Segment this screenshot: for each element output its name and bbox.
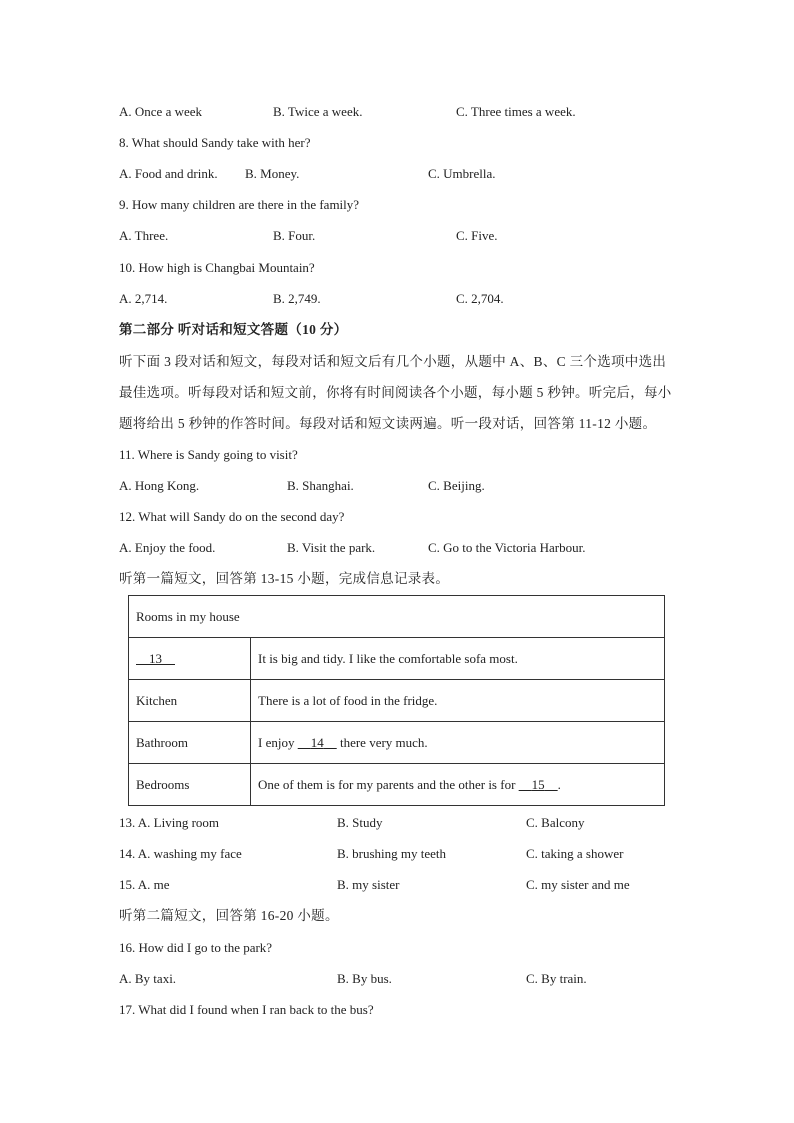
part2-instruction-line-2: 最佳选项。听每段对话和短文前，你将有时间阅读各个小题，每小题 5 秒钟。听完后，每小 bbox=[119, 385, 672, 400]
q16-option-b: B. By bus. bbox=[337, 971, 392, 986]
description-cell: I enjoy 14 there very much. bbox=[251, 722, 665, 764]
q7-option-a: A. Once a week bbox=[119, 104, 203, 119]
table-row bbox=[129, 680, 665, 722]
q16-stem: 16. How did I go to the park? bbox=[119, 940, 273, 955]
answer-blank: 15 bbox=[531, 776, 545, 792]
q12-option-b: B. Visit the park. bbox=[287, 540, 376, 555]
q17-stem: 17. What did I found when I ran back to the bus? bbox=[119, 1002, 374, 1017]
q8-stem: 8. What should Sandy take with her? bbox=[119, 135, 311, 150]
q11-option-c: C. Beijing. bbox=[428, 478, 485, 493]
q9-option-c: C. Five. bbox=[456, 228, 498, 243]
room-cell bbox=[129, 638, 251, 680]
q15-option-c: C. my sister and me bbox=[526, 877, 630, 892]
passage1-intro: 听第一篇短文，回答第 13-15 小题，完成信息记录表。 bbox=[119, 571, 450, 586]
q16-option-a: A. By taxi. bbox=[119, 971, 177, 986]
q15-option-b: B. my sister bbox=[337, 877, 400, 892]
room-cell: Bathroom bbox=[129, 722, 251, 764]
q13-option-b: B. Study bbox=[337, 815, 383, 830]
q12-option-c: C. Go to the Victoria Harbour. bbox=[428, 540, 586, 555]
q10-option-a: A. 2,714. bbox=[119, 291, 168, 306]
room-cell: Kitchen bbox=[129, 680, 251, 722]
q10-stem: 10. How high is Changbai Mountain? bbox=[119, 260, 315, 275]
description-cell: It is big and tidy. I like the comfortable sofa most. bbox=[251, 638, 665, 680]
table-row bbox=[129, 638, 665, 680]
table-header: Rooms in my house bbox=[129, 596, 665, 638]
q11-stem: 11. Where is Sandy going to visit? bbox=[119, 447, 298, 462]
part2-instruction-line-1: 听下面 3 段对话和短文，每段对话和短文后有几个小题，从题中 A、B、C 三个选项中选出 bbox=[119, 354, 667, 369]
q7-option-b: B. Twice a week. bbox=[273, 104, 363, 119]
q10-option-b: B. 2,749. bbox=[273, 291, 321, 306]
q15-option-a: 15. A. me bbox=[119, 877, 170, 892]
table-header-row bbox=[129, 596, 665, 638]
q11-option-a: A. Hong Kong. bbox=[119, 478, 200, 493]
q7-option-c: C. Three times a week. bbox=[456, 104, 576, 119]
q12-option-a: A. Enjoy the food. bbox=[119, 540, 216, 555]
description-cell: One of them is for my parents and the other is for 15 . bbox=[251, 764, 665, 806]
q9-stem: 9. How many children are there in the family? bbox=[119, 197, 360, 212]
q10-option-c: C. 2,704. bbox=[456, 291, 504, 306]
q8-option-b: B. Money. bbox=[245, 166, 300, 181]
q13-option-c: C. Balcony bbox=[526, 815, 585, 830]
q12-stem: 12. What will Sandy do on the second day? bbox=[119, 509, 345, 524]
q13-option-a: 13. A. Living room bbox=[119, 815, 220, 830]
q8-option-a: A. Food and drink. bbox=[119, 166, 218, 181]
q9-option-b: B. Four. bbox=[273, 228, 316, 243]
q9-option-a: A. Three. bbox=[119, 228, 169, 243]
table-row bbox=[129, 722, 665, 764]
description-cell: There is a lot of food in the fridge. bbox=[251, 680, 665, 722]
answer-blank: 13 bbox=[149, 650, 162, 666]
info-record-table bbox=[128, 595, 665, 806]
part2-instruction-line-3: 题将给出 5 秒钟的作答时间。每段对话和短文读两遍。听一段对话，回答第 11-12 小题。 bbox=[119, 416, 657, 431]
table-row bbox=[129, 764, 665, 806]
q8-option-c: C. Umbrella. bbox=[428, 166, 496, 181]
q16-option-c: C. By train. bbox=[526, 971, 587, 986]
room-cell: Bedrooms bbox=[129, 764, 251, 806]
q14-option-b: B. brushing my teeth bbox=[337, 846, 447, 861]
q14-option-a: 14. A. washing my face bbox=[119, 846, 242, 861]
passage2-intro: 听第二篇短文，回答第 16-20 小题。 bbox=[119, 908, 339, 923]
part2-heading: 第二部分 听对话和短文答题（10 分） bbox=[119, 322, 348, 337]
q11-option-b: B. Shanghai. bbox=[287, 478, 354, 493]
q14-option-c: C. taking a shower bbox=[526, 846, 624, 861]
answer-blank: 14 bbox=[310, 734, 324, 750]
